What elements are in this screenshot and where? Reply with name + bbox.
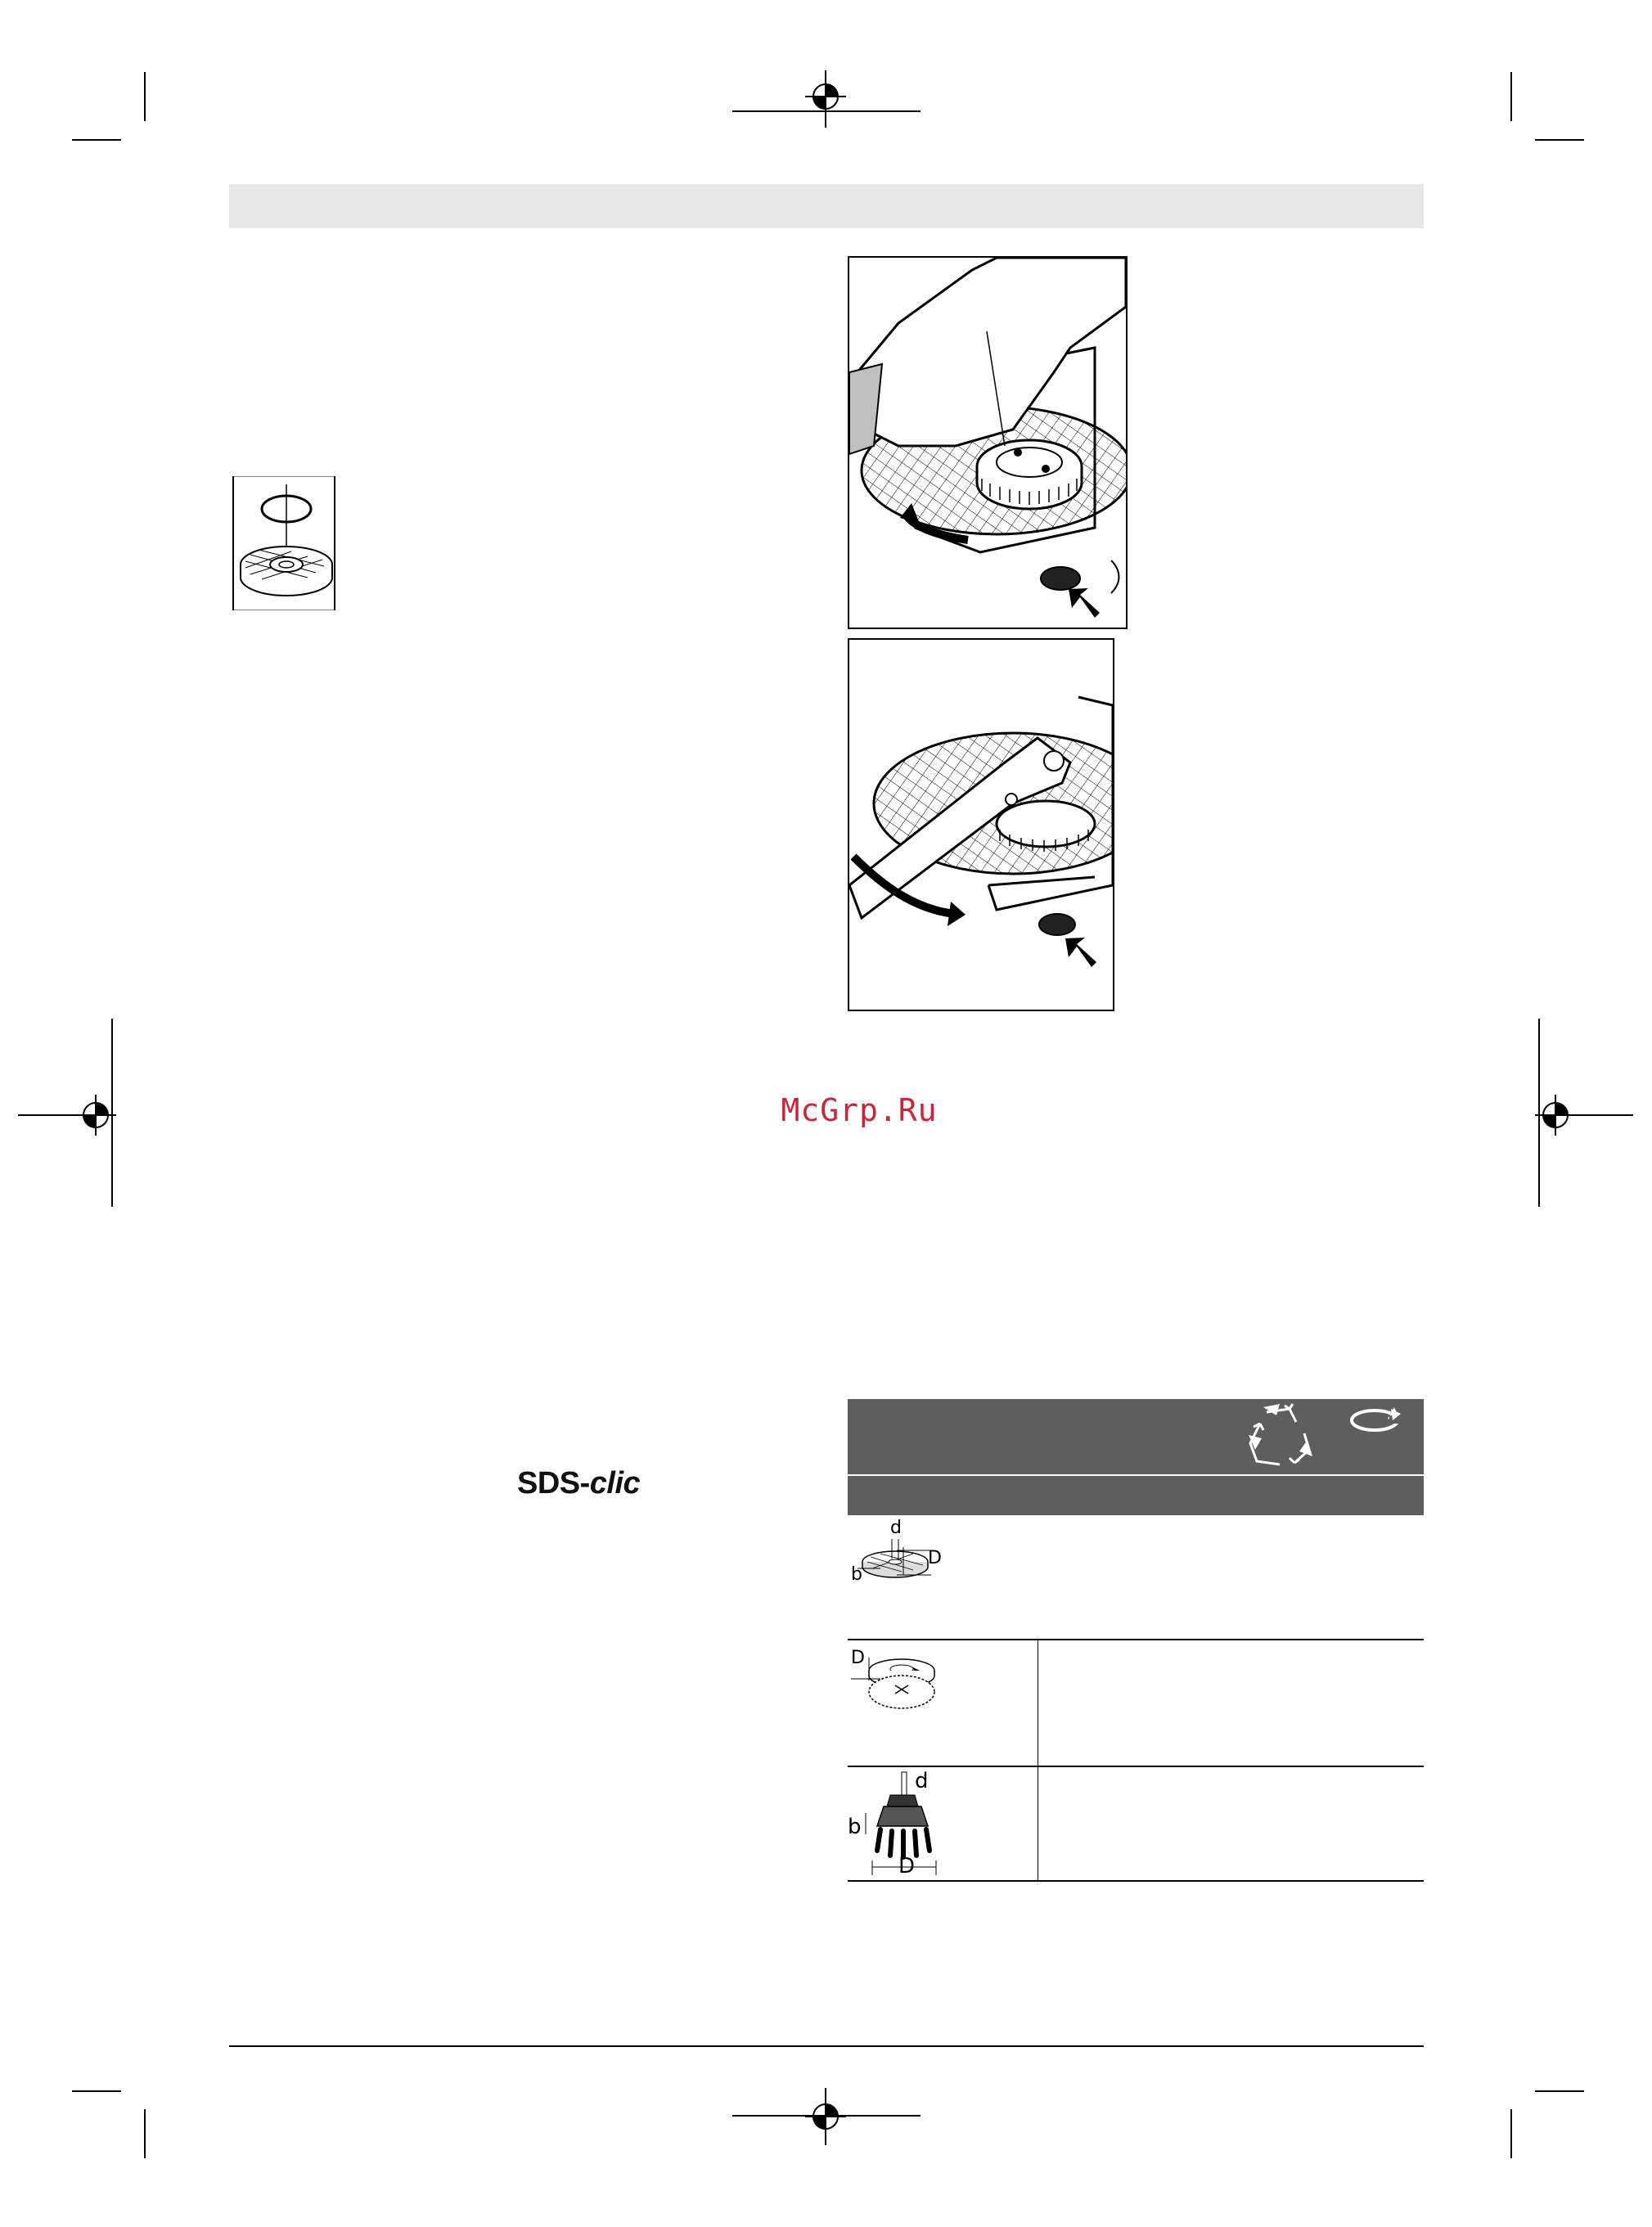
logo-sds: SDS-: [517, 1466, 590, 1500]
rotation-arrow-icon: [1347, 1404, 1404, 1437]
dim-label-d: d: [915, 1769, 929, 1793]
table-row-divider: [848, 1880, 1424, 1882]
recycle-arrows-icon: [1242, 1401, 1316, 1471]
table-row-divider: [848, 1639, 1424, 1640]
registration-crosshair-icon: [805, 70, 846, 128]
dim-label-D: D: [851, 1648, 865, 1668]
table-header: [848, 1399, 1424, 1474]
dim-label-D: D: [898, 1854, 916, 1878]
dim-label-D: D: [928, 1548, 942, 1568]
footer-rule: [229, 2045, 1424, 2047]
dim-label-b: b: [848, 1815, 862, 1839]
disc-oring-figure: [232, 476, 335, 610]
figure-spanner: [848, 638, 1114, 1011]
cup-brush-dimensions-icon: [848, 1769, 946, 1880]
sds-clic-logo: [517, 1466, 640, 1501]
figure-hand-nut: [848, 256, 1128, 629]
dim-label-d: d: [890, 1518, 902, 1538]
table-subheader: [848, 1476, 1424, 1515]
registration-crosshair-icon: [1535, 1095, 1576, 1136]
table-row-divider: [848, 1766, 1424, 1767]
watermark-text: McGrp.Ru: [781, 1092, 938, 1128]
dim-label-b: b: [851, 1564, 862, 1585]
page-header-bar: [229, 184, 1424, 228]
registration-crosshair-icon: [75, 1095, 116, 1136]
grinding-disc-oring-icon: [234, 476, 335, 610]
registration-crosshair-icon: [805, 2088, 846, 2145]
logo-clic: clic: [589, 1466, 641, 1500]
